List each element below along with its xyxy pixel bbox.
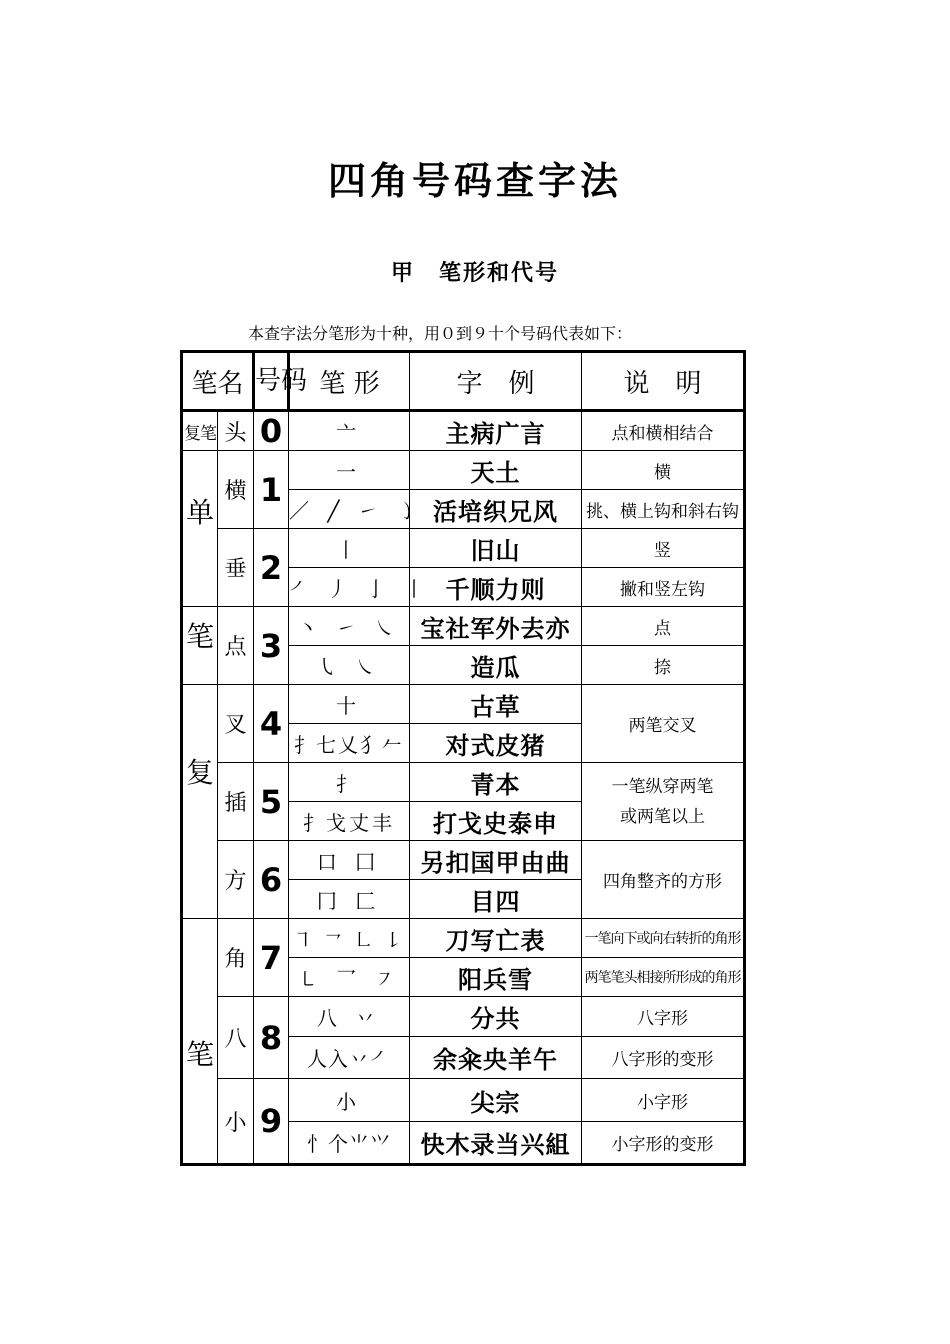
example-chars: 对式皮猪 bbox=[410, 724, 582, 763]
sub-name: 小 bbox=[218, 1079, 254, 1165]
stroke-shape: ㇒ 丿 亅 丨 bbox=[289, 568, 410, 607]
stroke-shape: 丨 bbox=[289, 529, 410, 568]
example-chars: 旧山 bbox=[410, 529, 582, 568]
stroke-shape: 八 丷 bbox=[289, 997, 410, 1037]
example-chars: 造瓜 bbox=[410, 646, 582, 685]
code-number: 5 bbox=[254, 763, 289, 841]
stroke-shape: 扌 bbox=[289, 763, 410, 802]
note: 点 bbox=[582, 607, 745, 646]
note: 八字形的变形 bbox=[582, 1037, 745, 1079]
sub-name: 头 bbox=[218, 411, 254, 451]
group-dan-bi: 笔 bbox=[182, 607, 218, 685]
section-marker: 甲 bbox=[390, 261, 415, 286]
example-chars: 主病广言 bbox=[410, 411, 582, 451]
header-code: 号码 bbox=[254, 352, 289, 411]
note: 横 bbox=[582, 451, 745, 490]
page-title: 四角号码查字法 bbox=[327, 158, 622, 203]
code-number: 8 bbox=[254, 997, 289, 1079]
code-number: 9 bbox=[254, 1079, 289, 1165]
header-name: 笔名 bbox=[182, 352, 254, 411]
stroke-shape: 扌戈丈丰 bbox=[289, 802, 410, 841]
code-number: 7 bbox=[254, 919, 289, 997]
group-dan: 单 bbox=[182, 451, 218, 607]
note: 两笔笔头相接所形成的角形 bbox=[582, 958, 745, 997]
header-stroke: 笔 形 bbox=[289, 352, 410, 411]
stroke-shape: 口 囗 bbox=[289, 841, 410, 880]
stroke-shape: ㇂ ㇏ bbox=[289, 646, 410, 685]
stroke-shape: 一 bbox=[289, 451, 410, 490]
sub-name: 横 bbox=[218, 451, 254, 529]
example-chars: 目四 bbox=[410, 880, 582, 919]
stroke-shape: 人入丷㇒ bbox=[289, 1037, 410, 1079]
note: 挑、横上钩和斜右钩 bbox=[582, 490, 745, 529]
stroke-shape: ㇄ 乛 ㇇ bbox=[289, 958, 410, 997]
stroke-shape: 丶 ㇀ ㇏ bbox=[289, 607, 410, 646]
group-fu: 复 bbox=[182, 685, 218, 919]
example-chars: 另扣国甲由曲 bbox=[410, 841, 582, 880]
stroke-shape: 忄个⺌⺍ bbox=[289, 1122, 410, 1165]
group-fubi-head: 复笔 bbox=[182, 411, 218, 451]
code-number: 6 bbox=[254, 841, 289, 919]
example-chars: 千顺力则 bbox=[410, 568, 582, 607]
example-chars: 尖宗 bbox=[410, 1079, 582, 1122]
group-fu-bi: 笔 bbox=[182, 919, 218, 1165]
note: 撇和竖左钩 bbox=[582, 568, 745, 607]
example-chars: 青本 bbox=[410, 763, 582, 802]
stroke-shape: ／ ╱ ㇀ ㇁ bbox=[289, 490, 410, 529]
code-number: 1 bbox=[254, 451, 289, 529]
section-heading-text: 笔形和代号 bbox=[439, 261, 560, 286]
section-heading bbox=[0, 256, 950, 287]
note: 竖 bbox=[582, 529, 745, 568]
example-chars: 分共 bbox=[410, 997, 582, 1037]
stroke-shape: 亠 bbox=[289, 411, 410, 451]
sub-name: 点 bbox=[218, 607, 254, 685]
stroke-shape: 扌七乂犭𠂉 bbox=[289, 724, 410, 763]
example-chars: 天土 bbox=[410, 451, 582, 490]
sub-name: 叉 bbox=[218, 685, 254, 763]
code-number: 3 bbox=[254, 607, 289, 685]
code-number: 4 bbox=[254, 685, 289, 763]
header-notes: 说 明 bbox=[582, 352, 745, 411]
note: 两笔交叉 bbox=[582, 685, 745, 763]
example-chars: 余籴央羊午 bbox=[410, 1037, 582, 1079]
stroke-shape: 小 bbox=[289, 1079, 410, 1122]
sub-name: 插 bbox=[218, 763, 254, 841]
note: 一笔向下或向右转折的角形 bbox=[582, 919, 745, 958]
example-chars: 快木录当兴組 bbox=[410, 1122, 582, 1165]
sub-name: 垂 bbox=[218, 529, 254, 607]
example-chars: 宝社军外去亦 bbox=[410, 607, 582, 646]
note-line: 或两笔以上 bbox=[620, 806, 706, 827]
example-chars: 古草 bbox=[410, 685, 582, 724]
code-number: 0 bbox=[254, 411, 289, 451]
stroke-shape: 十 bbox=[289, 685, 410, 724]
note bbox=[582, 763, 745, 841]
note: 小字形 bbox=[582, 1079, 745, 1122]
example-chars: 阳兵雪 bbox=[410, 958, 582, 997]
note: 八字形 bbox=[582, 997, 745, 1037]
note-line: 一笔纵穿两笔 bbox=[611, 776, 714, 797]
note: 四角整齐的方形 bbox=[582, 841, 745, 919]
example-chars: 活培织兄风 bbox=[410, 490, 582, 529]
stroke-shape: ㇕ ㇖ ㇗ ㇙ bbox=[289, 919, 410, 958]
example-chars: 刀写亡表 bbox=[410, 919, 582, 958]
code-number: 2 bbox=[254, 529, 289, 607]
sub-name: 方 bbox=[218, 841, 254, 919]
note: 点和横相结合 bbox=[582, 411, 745, 451]
four-corner-table bbox=[180, 350, 746, 1166]
example-chars: 打戈史泰申 bbox=[410, 802, 582, 841]
intro-text: 本查字法分笔形为十种，用０到９十个号码代表如下： bbox=[248, 324, 633, 343]
sub-name: 八 bbox=[218, 997, 254, 1079]
note: 捺 bbox=[582, 646, 745, 685]
sub-name: 角 bbox=[218, 919, 254, 997]
note: 小字形的变形 bbox=[582, 1122, 745, 1165]
header-examples: 字 例 bbox=[410, 352, 582, 411]
stroke-shape: 冂 匚 bbox=[289, 880, 410, 919]
